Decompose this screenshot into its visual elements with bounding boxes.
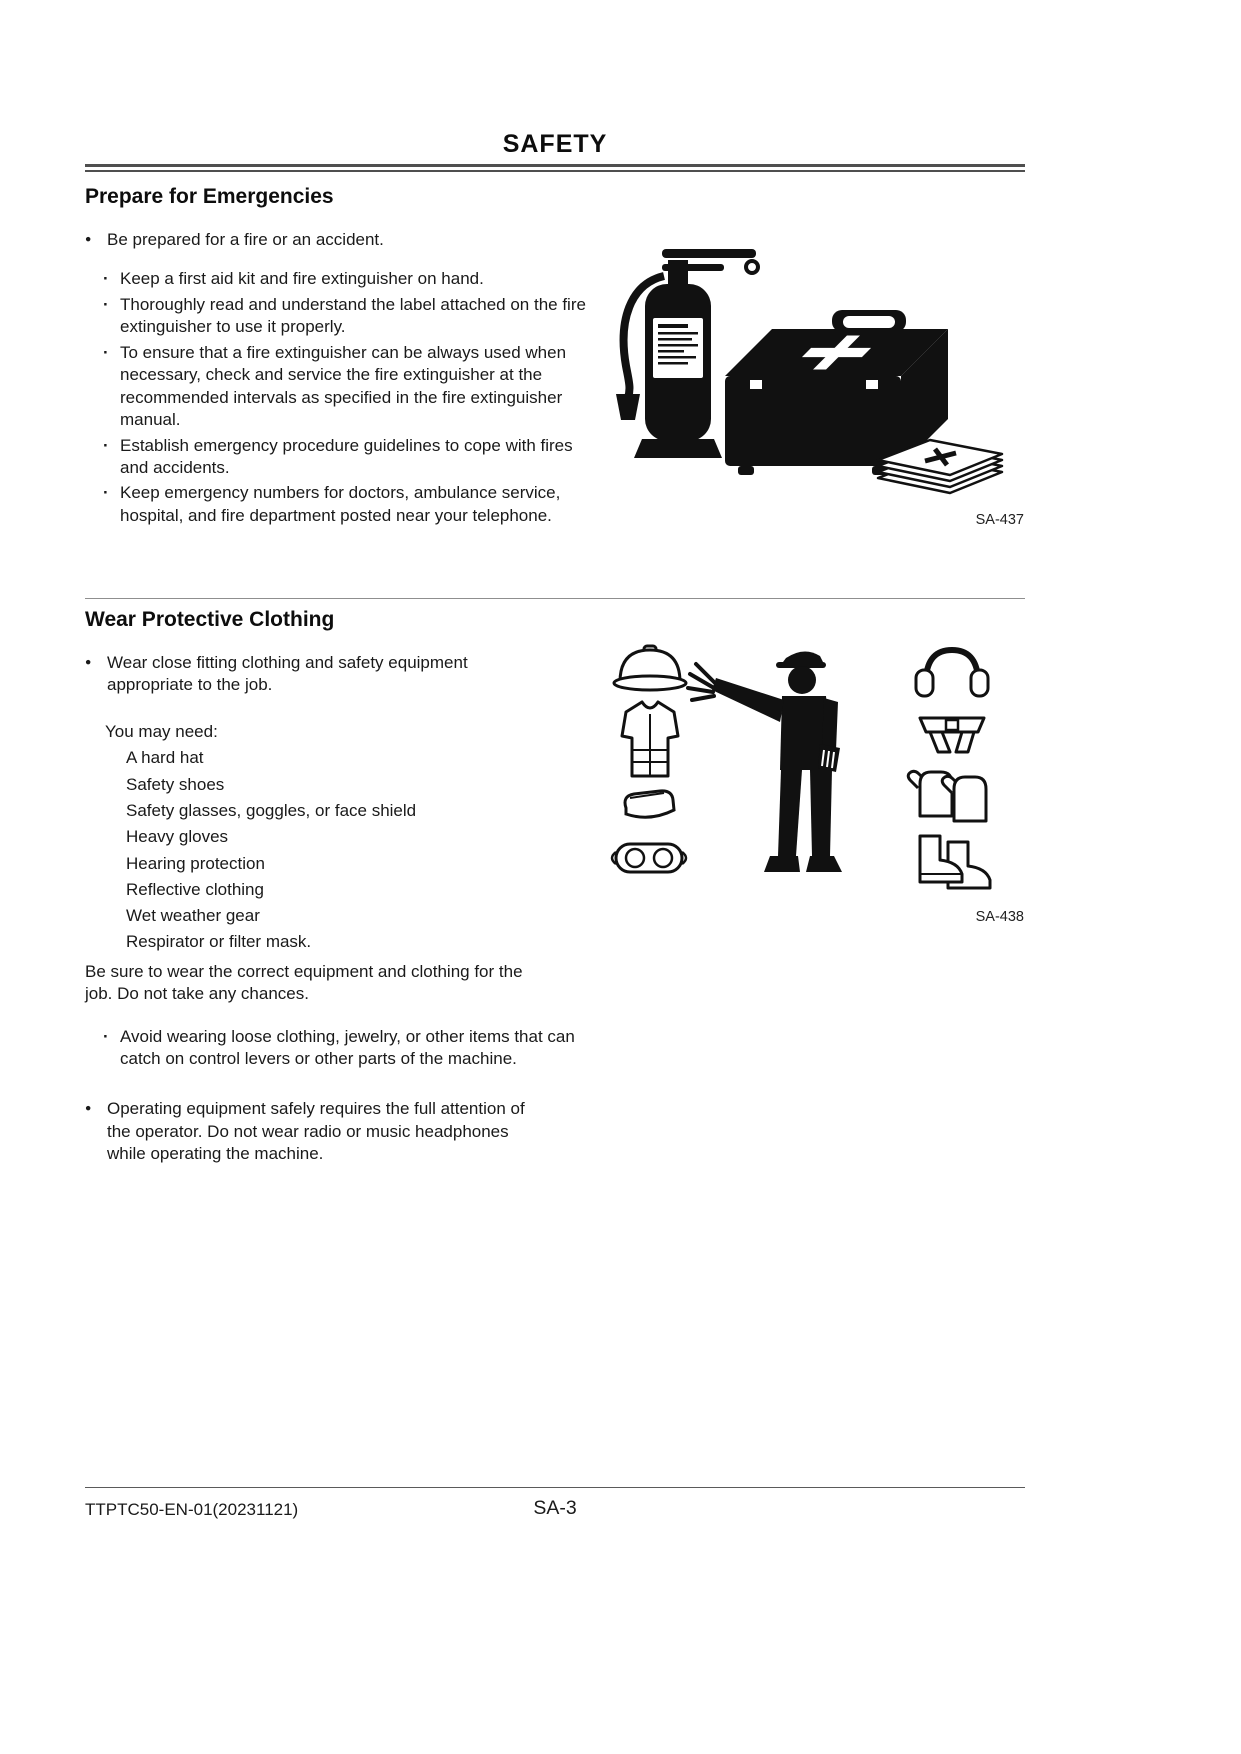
sub-bullet-text: · To ensure that a fire extinguisher can be always used when necessary, check and service the fire extinguisher at the recommended intervals as specified in the fire extinguisher manual. bbox=[120, 342, 567, 430]
need-item: Safety shoes bbox=[126, 774, 225, 794]
lead-bullet-text: ● Be prepared for a fire or an accident. bbox=[107, 230, 384, 249]
sub-bullet-item bbox=[103, 435, 587, 480]
sub-bullet-item bbox=[103, 482, 587, 527]
need-item: Heavy gloves bbox=[126, 827, 229, 847]
gloves-icon bbox=[908, 771, 986, 821]
page-title: SAFETY bbox=[502, 130, 608, 158]
footer-rule bbox=[85, 1487, 1025, 1488]
figure-protective-clothing bbox=[600, 638, 1030, 925]
section-heading-wear-protective-clothing: Wear Protective Clothing bbox=[85, 608, 335, 631]
header-double-rule bbox=[85, 164, 1025, 172]
lead-bullet-item bbox=[85, 1098, 587, 1165]
sub-bullet-item bbox=[103, 268, 587, 290]
lead-bullet-text: ● Operating equipment safely requires the full attention of the operator. Do not wear radio or music headphones while operating the machine. bbox=[107, 1099, 525, 1164]
folded-gloves-icon bbox=[625, 791, 674, 817]
harness-icon bbox=[920, 718, 984, 752]
sub-bullet-text: · Establish emergency procedure guidelines to cope with fires and accidents. bbox=[120, 435, 573, 477]
need-item: Safety glasses, goggles, or face shield bbox=[126, 800, 417, 820]
safety-vest-icon bbox=[622, 702, 678, 776]
lead-bullet-text: ● Wear close fitting clothing and safety equipment appropriate to the job. bbox=[107, 653, 468, 695]
footer-page-number: SA-3 bbox=[533, 1497, 577, 1519]
fire-extinguisher-first-aid-illustration bbox=[600, 226, 1030, 506]
sub-bullet-text: · Keep emergency numbers for doctors, ambulance service, hospital, and fire department posted near your telephone. bbox=[120, 483, 561, 525]
sub-bullet-text: · Thoroughly read and understand the label attached on the fire extinguisher to use it properly. bbox=[120, 294, 586, 337]
figure-fire-extinguisher-first-aid bbox=[600, 226, 1030, 528]
figure-caption: SA-437 bbox=[975, 512, 1024, 528]
need-item: Wet weather gear bbox=[126, 906, 260, 926]
goggles-icon bbox=[612, 844, 686, 872]
hard-hat-icon bbox=[614, 646, 686, 690]
need-item: Respirator or filter mask. bbox=[126, 932, 312, 952]
sub-bullet-item bbox=[103, 1026, 587, 1071]
footer-doc-code: TTPTC50-EN-01(20231121) bbox=[85, 1500, 299, 1519]
prepare-emergencies-text bbox=[85, 229, 587, 530]
section-heading-prepare-emergencies: Prepare for Emergencies bbox=[85, 185, 334, 208]
sub-bullet-item bbox=[103, 342, 587, 432]
ear-muffs-icon bbox=[916, 650, 988, 696]
prepare-sub-bullet-list bbox=[103, 268, 587, 527]
need-item: Hearing protection bbox=[126, 853, 265, 873]
lead-bullet-item bbox=[85, 652, 587, 697]
sub-bullet-text: · Avoid wearing loose clothing, jewelry, or other items that can catch on control levers or other parts of the machine. bbox=[120, 1026, 575, 1068]
protective-clothing-illustration bbox=[600, 638, 1030, 903]
need-item: A hard hat bbox=[126, 748, 204, 768]
figure-caption: SA-438 bbox=[975, 909, 1024, 925]
lead-bullet-item bbox=[85, 229, 587, 251]
sub-bullet-item bbox=[103, 294, 587, 339]
boots-icon bbox=[920, 836, 990, 888]
protective-clothing-text bbox=[85, 652, 587, 1166]
advice-paragraph: Be sure to wear the correct equipment and clothing for the job. Do not take any chances. bbox=[85, 961, 523, 1004]
equipment-need-list bbox=[126, 745, 587, 955]
need-intro: You may need: bbox=[105, 721, 218, 741]
worker-silhouette bbox=[688, 651, 842, 872]
sub-bullet-text: · Keep a first aid kit and fire extinguisher on hand. bbox=[120, 269, 484, 289]
section-divider bbox=[85, 598, 1025, 599]
need-item: Reflective clothing bbox=[126, 879, 264, 899]
